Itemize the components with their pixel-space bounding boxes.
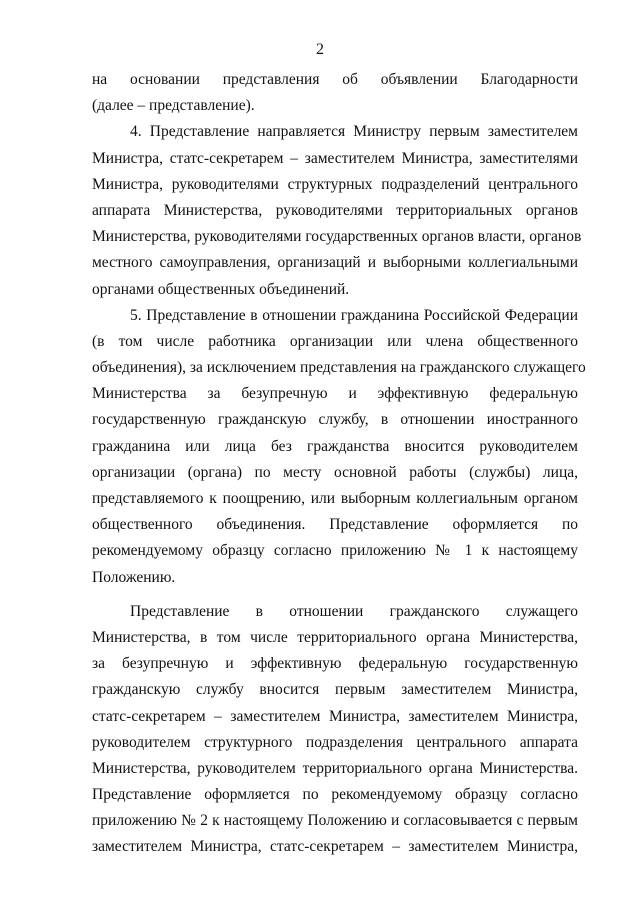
text-line: гражданина или лица без гражданства вносится руководителем xyxy=(92,437,578,455)
text-line: организации (органа) по месту основной работы (службы) лица, xyxy=(92,463,578,481)
text-line: руководителем структурного подразделения центрального аппарата xyxy=(92,733,578,751)
text-line: Министерства, руководителем территориального органа Министерства. xyxy=(92,759,578,777)
text-line: Министерства за безупречную и эффективную федеральную xyxy=(92,385,578,403)
text-line: общественного объединения. Представление оформляется по xyxy=(92,516,578,534)
text-line: (в том числе работника организации или члена общественного xyxy=(92,332,578,350)
page-number: 2 xyxy=(316,41,324,58)
text-line: на основании представления об объявлении Благодарности xyxy=(92,71,578,88)
text-line: Представление оформляется по рекомендуемому образцу согласно xyxy=(92,786,578,804)
text-line: за безупречную и эффективную федеральную государственную xyxy=(92,655,578,673)
text-line: Министра, руководителями структурных подразделений центрального xyxy=(92,175,578,193)
document-body xyxy=(92,67,586,861)
text-line: аппарата Министерства, руководителями территориальных органов xyxy=(92,201,578,219)
text-line: органами общественных объединений. xyxy=(92,280,350,298)
text-line: статс-секретарем – заместителем Министра, заместителем Министра, xyxy=(92,707,578,725)
text-line: местного самоуправления, организаций и выборными коллегиальными xyxy=(92,254,578,272)
text-line: гражданскую службу вносится первым заместителем Министра, xyxy=(92,681,578,699)
text-line: 4. Представление направляется Министру первым заместителем xyxy=(130,123,578,141)
text-line: Министерства, руководителями государственных органов власти, органов xyxy=(92,228,582,246)
text-line: Министра, статс-секретарем – заместителем Министра, заместителями xyxy=(92,149,578,167)
text-line: Представление в отношении гражданского служащего xyxy=(130,602,578,620)
text-line: (далее – представление). xyxy=(92,97,255,115)
text-line: объединения), за исключением представления на гражданского служащего xyxy=(92,359,586,377)
text-line: 5. Представление в отношении гражданина Российской Федерации xyxy=(130,306,578,324)
text-line: представляемого к поощрению, или выборным коллегиальным органом xyxy=(92,490,578,507)
text-line: рекомендуемому образцу согласно приложению № 1 к настоящему xyxy=(92,542,578,560)
text-line: государственную гражданскую службу, в отношении иностранного xyxy=(92,411,578,429)
text-line: приложению № 2 к настоящему Положению и согласовывается с первым xyxy=(92,812,578,830)
text-line: Министерства, в том числе территориального органа Министерства, xyxy=(92,628,578,646)
text-line: Положению. xyxy=(92,568,176,586)
text-line: заместителем Министра, статс-секретарем – заместителем Министра, xyxy=(92,838,578,856)
